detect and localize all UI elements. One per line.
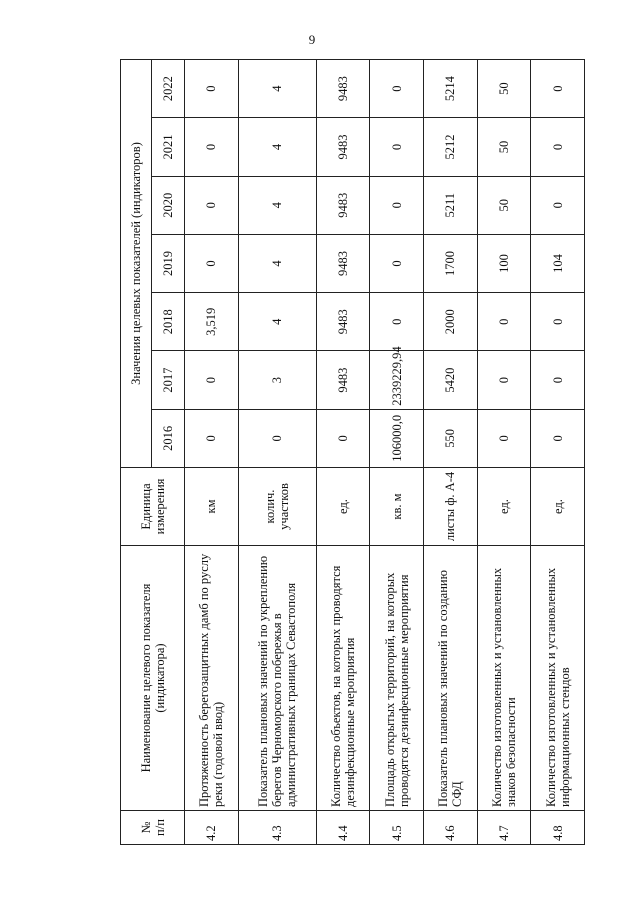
row-number: 4.5 bbox=[370, 811, 424, 845]
table-row bbox=[370, 60, 424, 845]
row-value: 9483 bbox=[316, 351, 370, 409]
rotated-table-container bbox=[120, 59, 585, 845]
row-value: 3 bbox=[238, 351, 316, 409]
row-value: 0 bbox=[370, 176, 424, 234]
indicators-table bbox=[120, 59, 585, 845]
row-value: 0 bbox=[238, 409, 316, 467]
row-unit: ед. bbox=[477, 468, 531, 546]
row-value: 4 bbox=[238, 293, 316, 351]
row-unit: кв. м bbox=[370, 468, 424, 546]
row-indicator-name: Количество объектов, на которых проводятся дезинфекционные мероприятия bbox=[316, 546, 370, 811]
row-number: 4.7 bbox=[477, 811, 531, 845]
row-value: 9483 bbox=[316, 234, 370, 292]
row-unit: ед. bbox=[316, 468, 370, 546]
row-value: 0 bbox=[185, 351, 239, 409]
row-value: 5420 bbox=[423, 351, 477, 409]
row-value: 0 bbox=[370, 234, 424, 292]
row-indicator-name: Площадь открытых территорий, на которых проводятся дезинфекционные мероприятия bbox=[370, 546, 424, 811]
header-indicator-name: Наименование целевого показателя (индикатора) bbox=[121, 546, 185, 811]
row-number: 4.6 bbox=[423, 811, 477, 845]
row-value: 4 bbox=[238, 176, 316, 234]
year-header: 2019 bbox=[152, 234, 185, 292]
row-value: 0 bbox=[477, 409, 531, 467]
header-values-group: Значения целевых показателей (индикаторов) bbox=[121, 60, 152, 468]
row-indicator-name: Показатель плановых значений по созданию СФД bbox=[423, 546, 477, 811]
year-header: 2017 bbox=[152, 351, 185, 409]
row-value: 4 bbox=[238, 60, 316, 118]
row-value: 0 bbox=[370, 293, 424, 351]
row-unit: км bbox=[185, 468, 239, 546]
row-number: 4.8 bbox=[531, 811, 585, 845]
table-row bbox=[185, 60, 239, 845]
header-row bbox=[121, 60, 152, 845]
row-value: 0 bbox=[531, 176, 585, 234]
table-row bbox=[238, 60, 316, 845]
row-value: 0 bbox=[185, 60, 239, 118]
row-number: 4.4 bbox=[316, 811, 370, 845]
row-value: 0 bbox=[185, 118, 239, 176]
header-number-top: № bbox=[138, 821, 153, 834]
row-value: 0 bbox=[316, 409, 370, 467]
row-value: 9483 bbox=[316, 176, 370, 234]
table-body bbox=[185, 60, 585, 845]
row-value: 550 bbox=[423, 409, 477, 467]
row-value: 4 bbox=[238, 234, 316, 292]
row-value: 100 bbox=[477, 234, 531, 292]
row-value: 2000 bbox=[423, 293, 477, 351]
row-value: 50 bbox=[477, 118, 531, 176]
header-number-bottom: п/п bbox=[152, 819, 167, 836]
row-value: 9483 bbox=[316, 293, 370, 351]
page-number: 9 bbox=[308, 32, 316, 47]
row-value: 4 bbox=[238, 118, 316, 176]
row-value: 0 bbox=[531, 409, 585, 467]
row-value: 2339229,94 bbox=[370, 351, 424, 409]
row-value: 5214 bbox=[423, 60, 477, 118]
row-value: 0 bbox=[531, 60, 585, 118]
row-indicator-name: Количество изготовленных и установленных информационных стендов bbox=[531, 546, 585, 811]
row-indicator-name: Показатель плановых значений по укреплению берегов Черноморского побережья в административных границах Севастополя bbox=[238, 546, 316, 811]
header-unit: Единица измерения bbox=[121, 468, 185, 546]
row-number: 4.3 bbox=[238, 811, 316, 845]
row-value: 106000,0 bbox=[370, 409, 424, 467]
row-unit: ед. bbox=[531, 468, 585, 546]
row-value: 0 bbox=[185, 409, 239, 467]
year-header: 2020 bbox=[152, 176, 185, 234]
row-value: 104 bbox=[531, 234, 585, 292]
year-header: 2021 bbox=[152, 118, 185, 176]
row-value: 50 bbox=[477, 60, 531, 118]
row-value: 5211 bbox=[423, 176, 477, 234]
table-row bbox=[531, 60, 585, 845]
row-number: 4.2 bbox=[185, 811, 239, 845]
row-value: 0 bbox=[531, 293, 585, 351]
row-value: 9483 bbox=[316, 60, 370, 118]
row-unit: колич. участков bbox=[238, 468, 316, 546]
year-header: 2018 bbox=[152, 293, 185, 351]
table-row bbox=[423, 60, 477, 845]
year-header: 2016 bbox=[152, 409, 185, 467]
row-value: 50 bbox=[477, 176, 531, 234]
row-value: 0 bbox=[185, 176, 239, 234]
row-value: 5212 bbox=[423, 118, 477, 176]
row-indicator-name: Протяженность берегозащитных дамб по руслу реки (годовой ввод) bbox=[185, 546, 239, 811]
table-row bbox=[316, 60, 370, 845]
row-value: 0 bbox=[477, 293, 531, 351]
row-value: 0 bbox=[477, 351, 531, 409]
row-value: 9483 bbox=[316, 118, 370, 176]
row-value: 0 bbox=[531, 118, 585, 176]
row-value: 1700 bbox=[423, 234, 477, 292]
header-number bbox=[121, 811, 185, 845]
row-value: 0 bbox=[370, 60, 424, 118]
row-indicator-name: Количество изготовленных и установленных знаков безопасности bbox=[477, 546, 531, 811]
row-value: 0 bbox=[370, 118, 424, 176]
row-unit: листы ф. А-4 bbox=[423, 468, 477, 546]
table-row bbox=[477, 60, 531, 845]
row-value: 3,519 bbox=[185, 293, 239, 351]
row-value: 0 bbox=[185, 234, 239, 292]
year-header: 2022 bbox=[152, 60, 185, 118]
row-value: 0 bbox=[531, 351, 585, 409]
